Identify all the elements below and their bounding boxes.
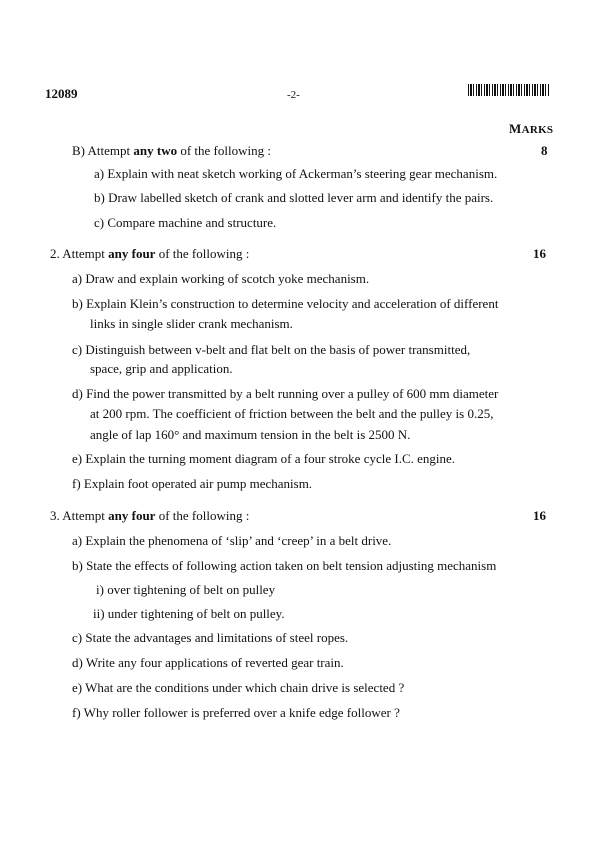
q3-line: ii) under tightening of belt on pulley. [93, 606, 285, 621]
q2-prefix: 2. Attempt [50, 246, 109, 261]
q2-line: c) Distinguish between v-belt and flat belt on the basis of power transmitted, [72, 342, 471, 357]
q2-line: a) Draw and explain working of scotch yoke mechanism. [72, 271, 370, 286]
section-b-item: a) Explain with neat sketch working of Ackerman’s steering gear mechanism. [94, 166, 498, 181]
q3-marks: 16 [533, 508, 546, 523]
q3-line: f) Why roller follower is preferred over a knife edge follower ? [72, 705, 400, 720]
section-b-emphasis: any two [133, 143, 178, 158]
section-b-item: b) Draw labelled sketch of crank and slotted lever arm and identify the pairs. [94, 190, 494, 205]
section-b-suffix: of the following : [177, 143, 271, 158]
q2-line: d) Find the power transmitted by a belt running over a pulley of 600 mm diameter [72, 386, 499, 401]
section-b-item: c) Compare machine and structure. [94, 215, 277, 230]
q2-heading [50, 246, 249, 262]
q3-line: i) over tightening of belt on pulley [96, 582, 276, 597]
q3-emphasis: any four [108, 508, 156, 523]
q2-line: at 200 rpm. The coefficient of friction between the belt and the pulley is 0.25, [90, 406, 494, 421]
marks-heading-initial: M [509, 121, 522, 136]
section-b-marks: 8 [541, 143, 548, 158]
q3-line: c) State the advantages and limitations of steel ropes. [72, 630, 349, 645]
marks-heading-rest: ARKS [521, 124, 554, 136]
section-b-heading [72, 143, 271, 159]
q2-suffix: of the following : [155, 246, 250, 261]
q2-line: f) Explain foot operated air pump mechanism. [72, 476, 313, 491]
q3-line: a) Explain the phenomena of ‘slip’ and ‘creep’ in a belt drive. [72, 533, 392, 548]
q2-line: e) Explain the turning moment diagram of a four stroke cycle I.C. engine. [72, 451, 456, 466]
q2-line: angle of lap 160° and maximum tension in the belt is 2500 N. [90, 427, 411, 442]
q2-line: b) Explain Klein’s construction to determine velocity and acceleration of different [72, 296, 499, 311]
q3-line: e) What are the conditions under which chain drive is selected ? [72, 680, 405, 695]
marks-heading [509, 121, 553, 138]
q3-prefix: 3. Attempt [50, 508, 109, 523]
q3-heading [50, 508, 249, 524]
q3-suffix: of the following : [155, 508, 250, 523]
barcode-image [468, 84, 549, 96]
section-b-prefix: B) Attempt [72, 143, 134, 158]
q2-marks: 16 [533, 246, 546, 261]
paper-code: 12089 [45, 86, 78, 101]
q3-line: b) State the effects of following action taken on belt tension adjusting mechanism [72, 558, 497, 573]
q2-emphasis: any four [108, 246, 156, 261]
q3-line: d) Write any four applications of reverted gear train. [72, 655, 344, 670]
page-number: -2- [287, 89, 300, 101]
q2-line: links in single slider crank mechanism. [90, 316, 293, 331]
q2-line: space, grip and application. [90, 361, 233, 376]
